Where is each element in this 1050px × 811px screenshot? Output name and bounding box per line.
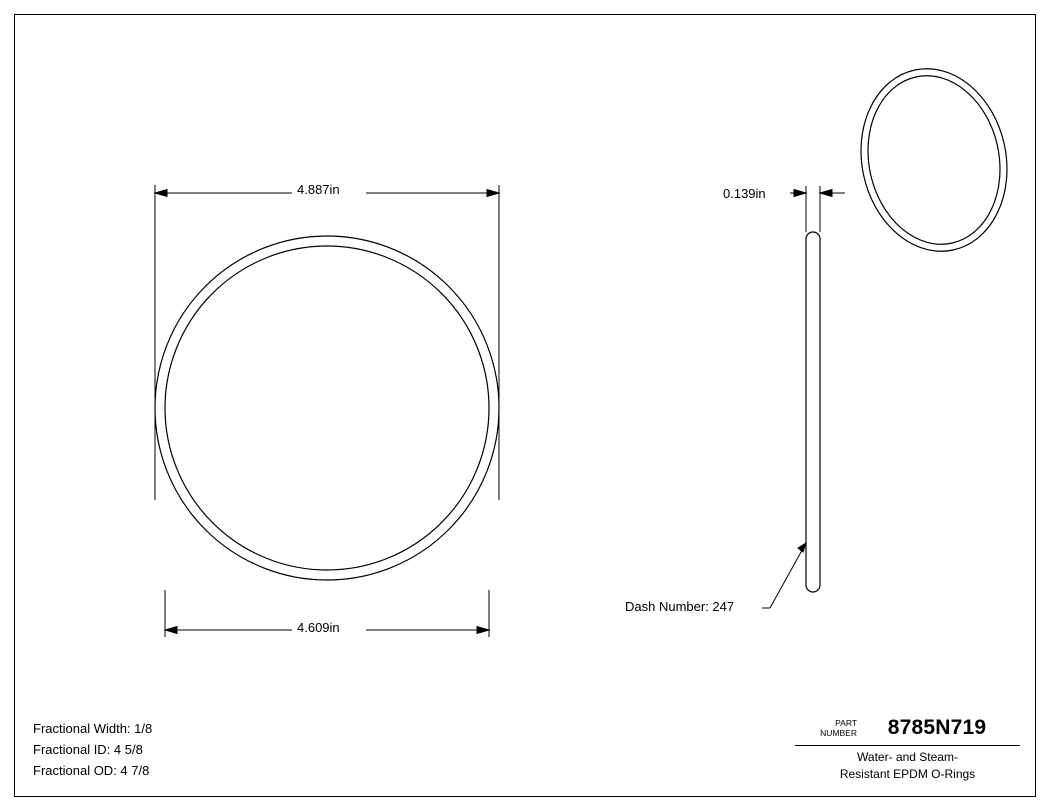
note-fractional-width: Fractional Width: 1/8 [33, 721, 153, 736]
dash-number-label: Dash Number: 247 [625, 599, 735, 614]
outer-diameter-label: 4.887in [297, 182, 340, 197]
dash-number-leader [762, 543, 806, 608]
fractional-notes [33, 718, 152, 781]
part-number-caption-line2: NUMBER [820, 728, 857, 738]
part-number-caption-line1: PART [835, 718, 857, 728]
side-view-section [806, 232, 820, 592]
part-number-caption [795, 718, 862, 738]
part-number-value: 8785N719 [887, 716, 987, 739]
dimension-cross-section-width [790, 186, 845, 232]
cross-section-width-label: 0.139in [723, 186, 766, 201]
description-line-2: Resistant EPDM O-Rings [839, 767, 976, 781]
title-block [795, 711, 1020, 786]
dimension-outer-diameter [155, 185, 499, 500]
description-line-1: Water- and Steam- [857, 750, 958, 764]
inner-diameter-label: 4.609in [297, 620, 340, 635]
title-block-part-row [795, 711, 1020, 746]
front-view-oring [155, 236, 499, 580]
note-fractional-od: Fractional OD: 4 7/8 [33, 763, 150, 778]
note-fractional-id: Fractional ID: 4 5/8 [33, 742, 143, 757]
title-block-description [795, 746, 1020, 789]
isometric-view-oring [844, 55, 1023, 265]
